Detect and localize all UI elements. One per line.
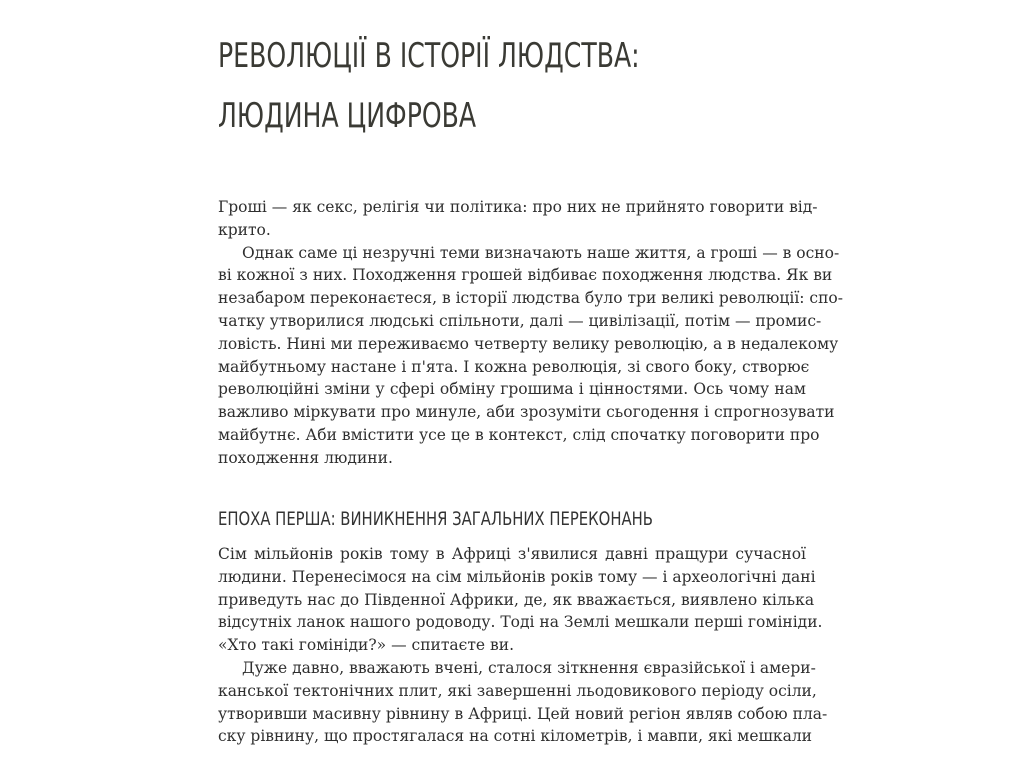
- chapter-title-line-2: ЛЮДИНА ЦИФРОВА: [218, 96, 477, 136]
- text-line: людини. Перенесімося на сім мільйонів років тому — і археологічні дані: [218, 567, 816, 586]
- section-heading: ЕПОХА ПЕРША: ВИНИКНЕННЯ ЗАГАЛЬНИХ ПЕРЕКОНАНЬ: [218, 508, 653, 530]
- text-line: відсутніх ланок нашого родоводу. Тоді на Землі мешкали перші гомініди.: [218, 613, 823, 632]
- text-line: ві кожної з них. Походження грошей відбиває походження людства. Як ви: [218, 266, 833, 285]
- text-line: Гроші — як секс, релігія чи політика: про них не прийнято говорити від-: [218, 198, 818, 216]
- text-line: крито.: [218, 220, 271, 239]
- text-line: походження людини.: [218, 448, 393, 467]
- text-line: чатку утворилися людські спільноти, далі — цивілізації, потім — промис-: [218, 311, 822, 330]
- text-line: канської тектонічних плит, які завершенні льодовикового періоду осіли,: [218, 681, 817, 700]
- intro-text: [218, 196, 844, 470]
- text-line: «Хто такі гомініди?» — спитаєте ви.: [218, 636, 515, 655]
- chapter-title-line-1: РЕВОЛЮЦІЇ В ІСТОРІЇ ЛЮДСТВА:: [218, 36, 640, 76]
- text-line: Однак саме ці незручні теми визначають наше життя, а гроші — в осно-: [242, 243, 840, 262]
- chapter-title: [218, 26, 810, 146]
- text-line: революційні зміни у сфері обміну грошима і цінностями. Ось чому нам: [218, 380, 806, 399]
- text-line: майбутнє. Аби вмістити усе це в контекст, слід спочатку поговорити про: [218, 425, 820, 444]
- text-line: майбутньому настане і п'ята. І кожна революція, зі свого боку, створює: [218, 357, 810, 376]
- text-line: ловість. Нині ми переживаємо четверту велику революцію, а в недалекому: [218, 334, 839, 353]
- text-line: приведуть нас до Південної Африки, де, як вважається, виявлено кілька: [218, 590, 815, 609]
- text-line: ску рівнину, що простягалася на сотні кілометрів, і мавпи, які мешкали: [218, 727, 813, 746]
- text-line: важливо міркувати про минуле, аби зрозуміти сьогодення і спрогнозувати: [218, 403, 835, 422]
- text-line: утворивши масивну рівнину в Африці. Цей новий регіон являв собою пла-: [218, 704, 828, 723]
- text-line: Сім мільйонів років тому в Африці з'явилися давні пращури сучасної: [218, 545, 806, 563]
- epoch-text: [218, 543, 828, 748]
- text-line: Дуже давно, вважають вчені, сталося зіткнення євразійської і амери-: [242, 658, 816, 677]
- book-page: [218, 0, 844, 768]
- text-line: незабаром переконаєтеся, в історії людства було три великі революції: спо-: [218, 289, 844, 308]
